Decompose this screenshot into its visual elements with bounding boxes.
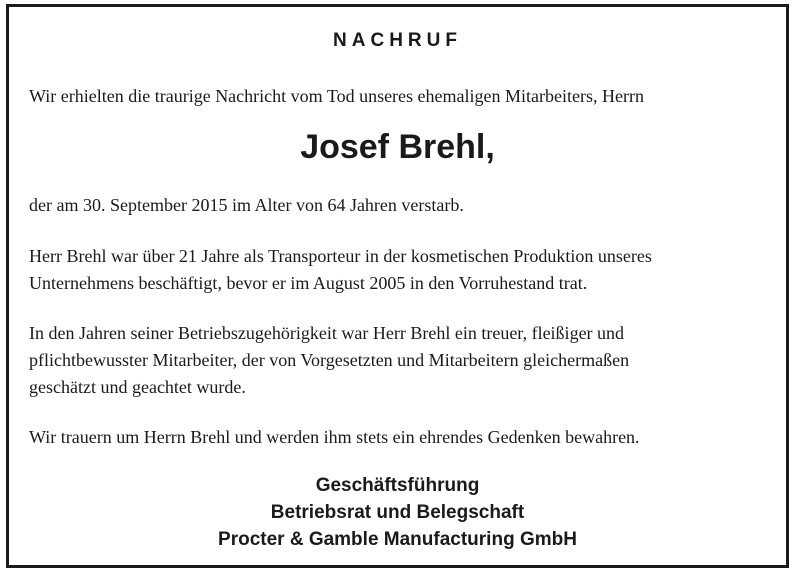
character-paragraph: [29, 320, 769, 401]
signature-company: Procter & Gamble Manufacturing GmbH: [218, 529, 577, 550]
career-line: Herr Brehl war über 21 Jahre als Transporteur in der kosmetischen Produktion unseres: [29, 246, 652, 266]
intro-text: Wir erhielten die traurige Nachricht vom Tod unseres ehemaligen Mitarbeiters, Herrn: [29, 86, 644, 106]
mourning-text: Wir trauern um Herrn Brehl und werden ihm stets ein ehrendes Gedenken bewahren.: [29, 427, 640, 447]
career-line: Unternehmens beschäftigt, bevor er im August 2005 in den Vorruhestand trat.: [29, 273, 588, 293]
signature-works-council: Betriebsrat und Belegschaft: [270, 502, 525, 523]
character-line: In den Jahren seiner Betriebszugehörigkeit war Herr Brehl ein treuer, fleißiger und: [29, 323, 625, 343]
death-info-text: der am 30. September 2015 im Alter von 64 Jahren verstarb.: [29, 195, 464, 215]
character-line: geschätzt und geachtet wurde.: [29, 377, 246, 397]
deceased-name: Josef Brehl,: [300, 128, 495, 166]
notice-title: NACHRUF: [333, 30, 462, 51]
signature-block: [9, 472, 786, 553]
character-line: pflichtbewusster Mitarbeiter, der von Vorgesetzten und Mitarbeitern gleichermaßen: [29, 350, 630, 370]
obituary-notice: [6, 4, 789, 568]
signature-management: Geschäftsführung: [315, 475, 480, 496]
career-paragraph: [29, 243, 769, 297]
